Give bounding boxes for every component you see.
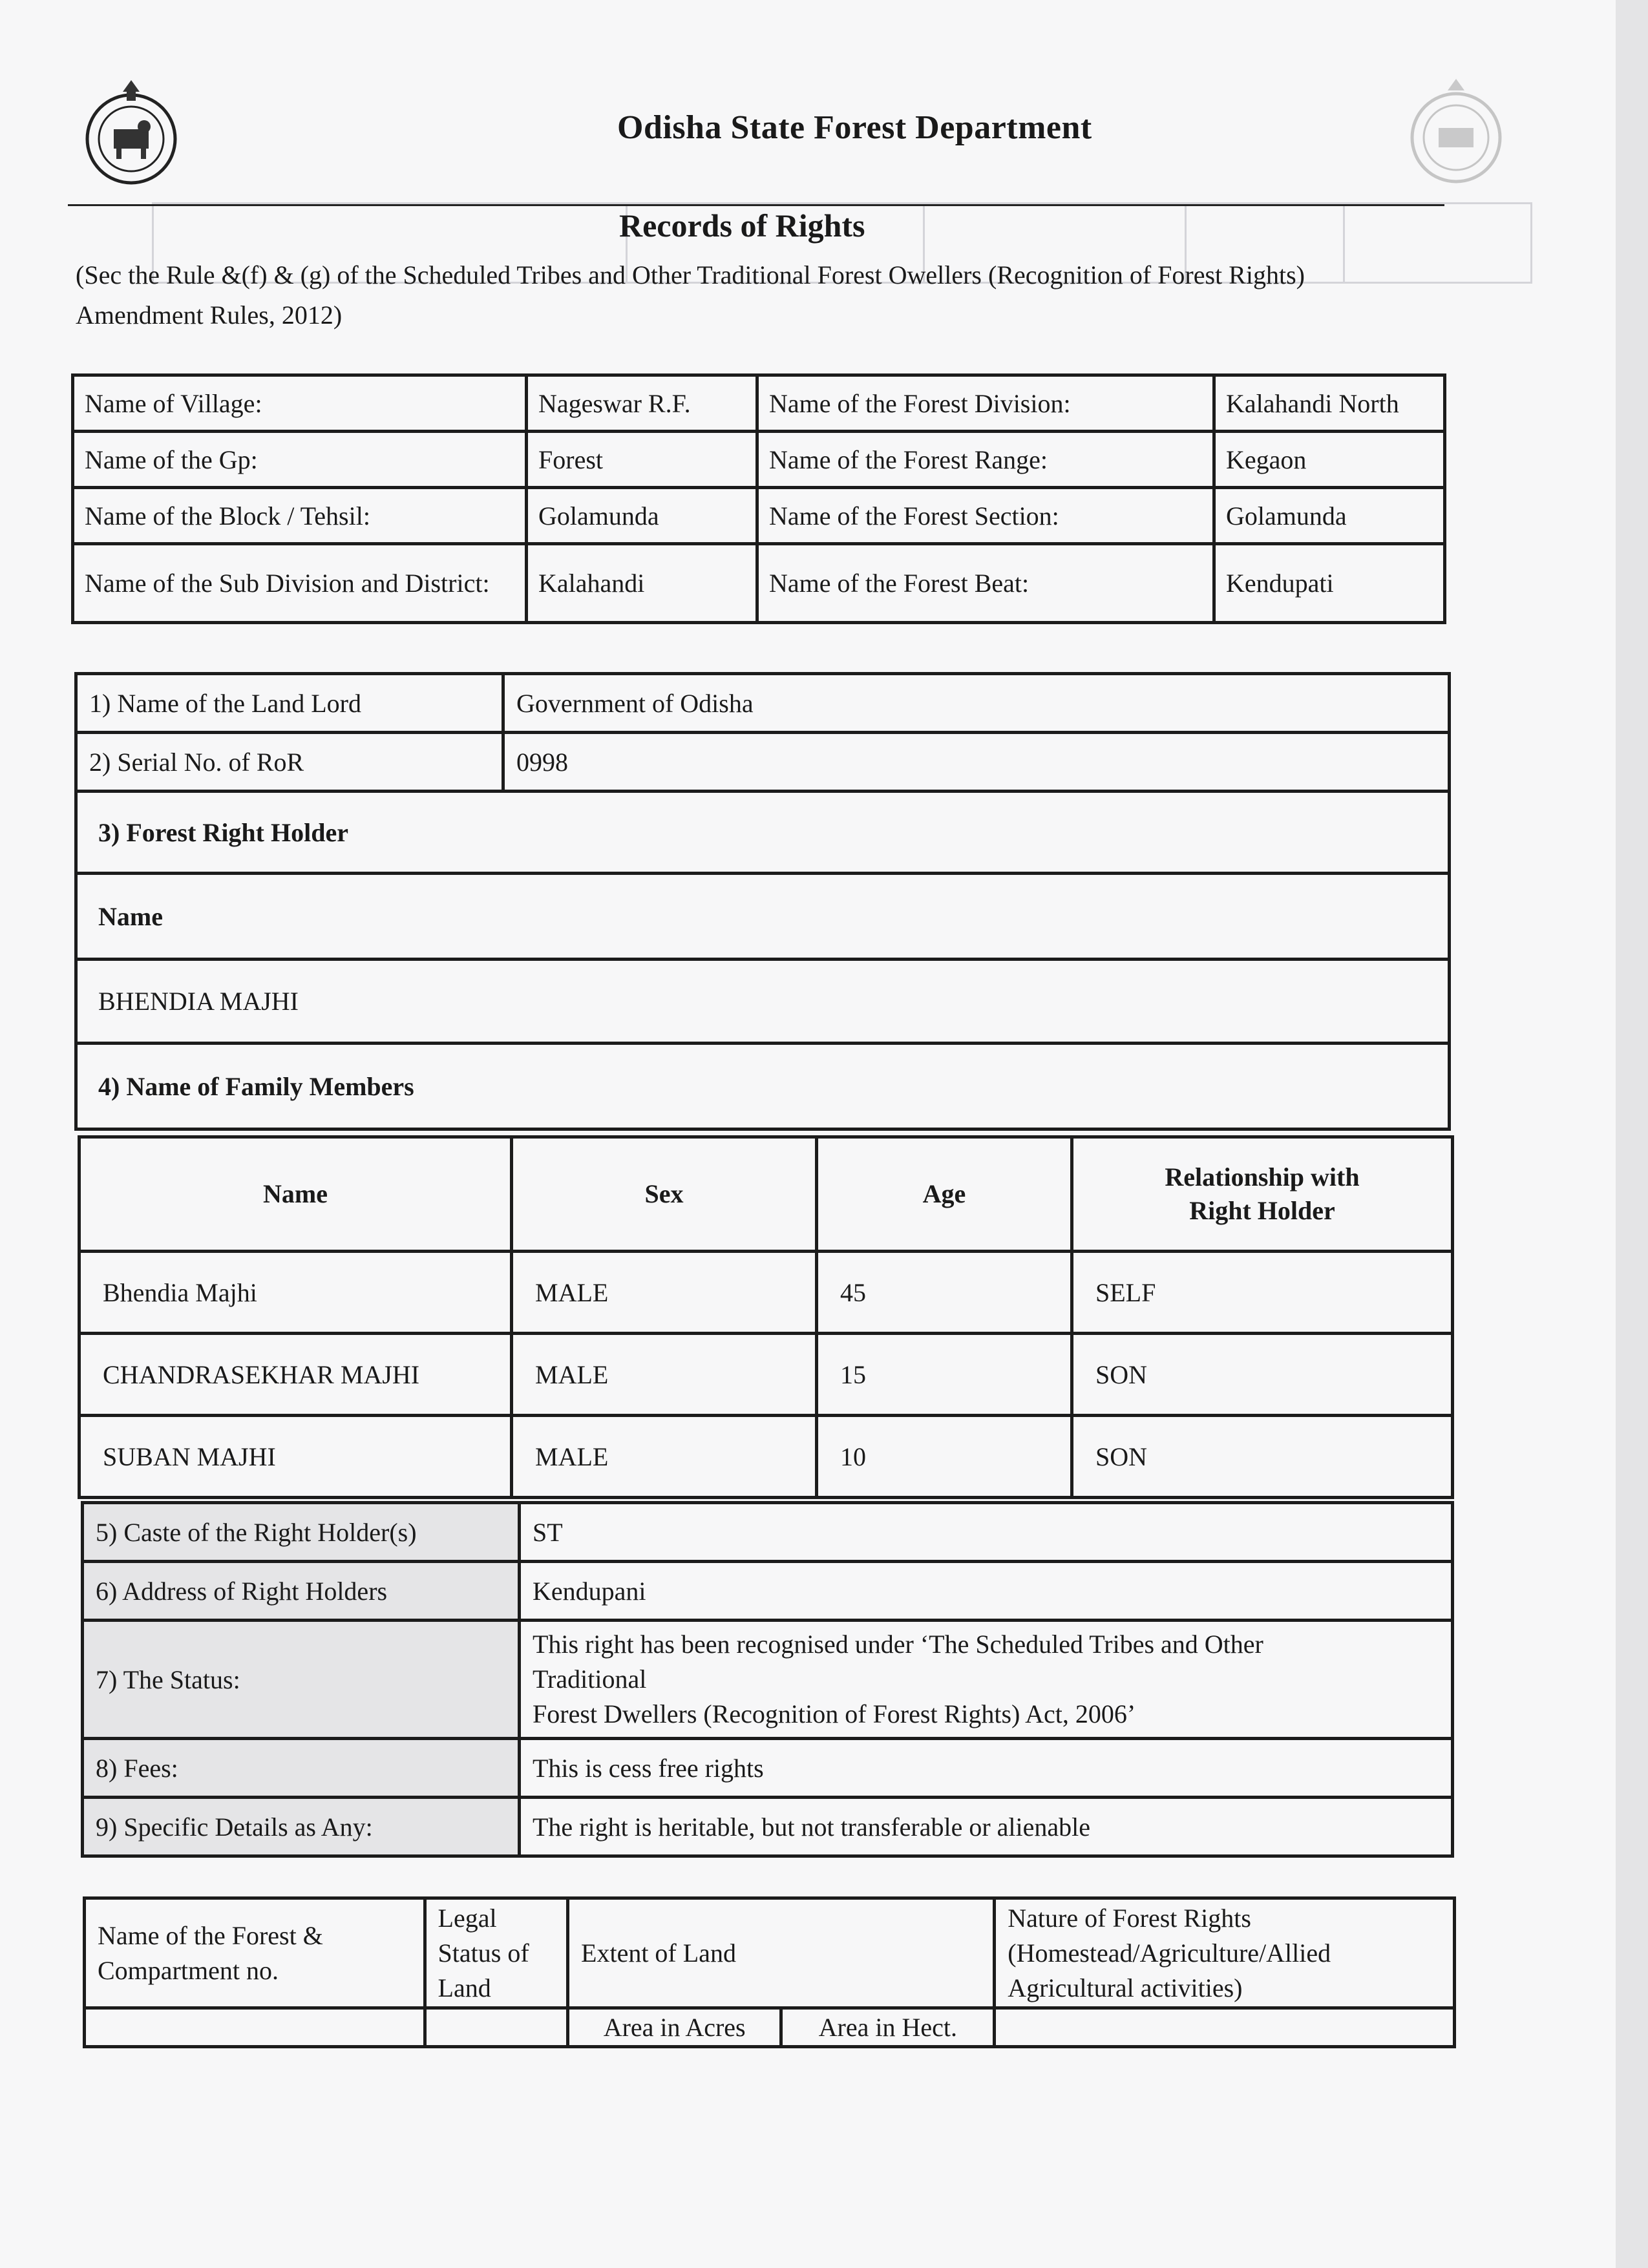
beat-value: Kendupati (1214, 544, 1445, 623)
family-heading: 4) Name of Family Members (76, 1044, 1450, 1129)
right-holder-table (74, 672, 1451, 1131)
member-sex: MALE (512, 1416, 817, 1498)
rule-reference: (Sec the Rule &(f) & (g) of the Scheduled Tribes and Other Traditional Forest Owellers (Recognition of Forest Rights) Amendment Rules, 2012) (76, 260, 1305, 330)
empty-cell (995, 2008, 1455, 2047)
member-name: CHANDRASEKHAR MAJHI (79, 1334, 512, 1416)
village-value: Nageswar R.F. (527, 375, 757, 432)
location-table (71, 373, 1446, 624)
faded-seal-icon (1408, 76, 1505, 186)
area-acres-header: Area in Acres (568, 2008, 781, 2047)
status-line: Forest Dwellers (Recognition of Forest Rights) Act, 2006’ (533, 1699, 1136, 1728)
column-relationship (1072, 1137, 1453, 1252)
odisha-government-seal-icon (83, 78, 180, 187)
landlord-label: 1) Name of the Land Lord (76, 674, 503, 733)
details-table (81, 1501, 1454, 1858)
gp-value: Forest (527, 432, 757, 488)
block-label: Name of the Block / Tehsil: (73, 488, 527, 544)
landlord-value: Government of Odisha (503, 674, 1450, 733)
name-heading: Name (76, 874, 1450, 960)
table-row (79, 1334, 1453, 1416)
member-relation: SON (1072, 1416, 1453, 1498)
range-label: Name of the Forest Range: (757, 432, 1214, 488)
holder-name: BHENDIA MAJHI (76, 960, 1450, 1044)
right-holder-heading: 3) Forest Right Holder (76, 792, 1450, 874)
area-hect-header: Area in Hect. (781, 2008, 995, 2047)
family-members-table (78, 1135, 1454, 1499)
member-age: 15 (817, 1334, 1072, 1416)
empty-cell (425, 2008, 567, 2047)
member-name: Bhendia Majhi (79, 1252, 512, 1334)
serial-label: 2) Serial No. of RoR (76, 733, 503, 792)
caste-value: ST (520, 1503, 1453, 1562)
scan-edge (1616, 0, 1648, 2268)
division-value: Kalahandi North (1214, 375, 1445, 432)
member-name: SUBAN MAJHI (79, 1416, 512, 1498)
address-label: 6) Address of Right Holders (83, 1562, 520, 1621)
empty-cell (85, 2008, 425, 2047)
beat-label: Name of the Forest Beat: (757, 544, 1214, 623)
department-title: Odisha State Forest Department (617, 109, 1092, 146)
section-value: Golamunda (1214, 488, 1445, 544)
member-sex: MALE (512, 1252, 817, 1334)
member-sex: MALE (512, 1334, 817, 1416)
fees-label: 8) Fees: (83, 1739, 520, 1798)
member-age: 10 (817, 1416, 1072, 1498)
division-label: Name of the Forest Division: (757, 375, 1214, 432)
member-relation: SELF (1072, 1252, 1453, 1334)
subdivision-value: Kalahandi (527, 544, 757, 623)
header-divider (68, 204, 1444, 206)
status-line: This right has been recognised under ‘The Scheduled Tribes and Other (533, 1630, 1263, 1659)
village-label: Name of Village: (73, 375, 527, 432)
table-row (79, 1416, 1453, 1498)
caste-label: 5) Caste of the Right Holder(s) (83, 1503, 520, 1562)
land-table (83, 1896, 1456, 2048)
member-age: 45 (817, 1252, 1072, 1334)
address-value: Kendupani (520, 1562, 1453, 1621)
relationship-header-text: Relationship with Right Holder (1165, 1162, 1360, 1225)
gp-label: Name of the Gp: (73, 432, 527, 488)
specific-label: 9) Specific Details as Any: (83, 1798, 520, 1856)
status-label: 7) The Status: (83, 1621, 520, 1739)
extent-header: Extent of Land (568, 1898, 995, 2008)
document-title: Records of Rights (619, 207, 865, 244)
block-value: Golamunda (527, 488, 757, 544)
member-relation: SON (1072, 1334, 1453, 1416)
column-sex: Sex (512, 1137, 817, 1252)
range-value: Kegaon (1214, 432, 1445, 488)
specific-value: The right is heritable, but not transferable or alienable (520, 1798, 1453, 1856)
column-age: Age (817, 1137, 1072, 1252)
status-value (520, 1621, 1453, 1739)
section-label: Name of the Forest Section: (757, 488, 1214, 544)
subdivision-label: Name of the Sub Division and District: (73, 544, 527, 623)
forest-compartment-header: Name of the Forest & Compartment no. (85, 1898, 425, 2008)
table-row (79, 1252, 1453, 1334)
status-line: Traditional (533, 1664, 647, 1694)
legal-status-header: Legal Status of Land (425, 1898, 567, 2008)
serial-value: 0998 (503, 733, 1450, 792)
nature-header: Nature of Forest Rights (Homestead/Agriculture/Allied Agricultural activities) (995, 1898, 1455, 2008)
fees-value: This is cess free rights (520, 1739, 1453, 1798)
column-name: Name (79, 1137, 512, 1252)
